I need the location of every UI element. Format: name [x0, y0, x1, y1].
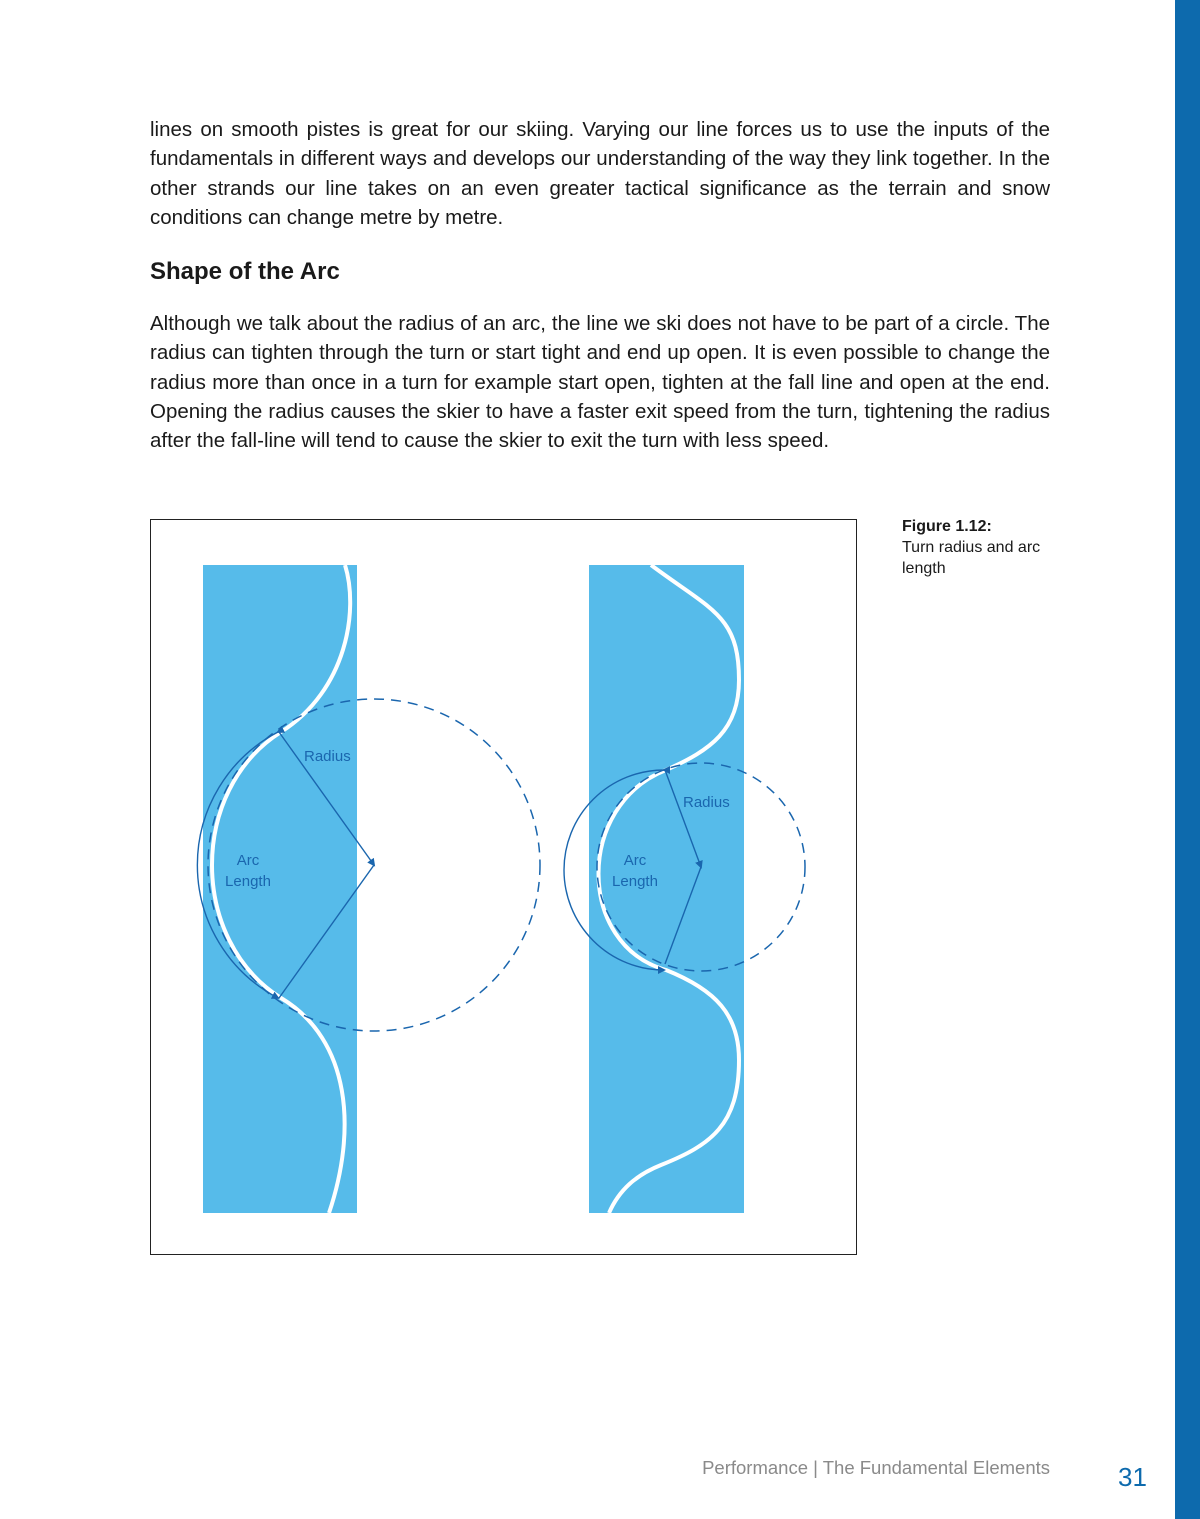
body-paragraph-2: Although we talk about the radius of an arc, the line we ski does not have to be part of a circle. The radius can tighten through the turn or start tight and end up open. It is even possible to change the radius more than once in a turn for example start open, tighten at the fall line and open at the end. Opening the radius causes the skier to have a faster exit speed from the turn, tightening the radius after the fall-line will tend to cause the skier to exit the turn with less speed.: [150, 312, 1050, 453]
figure-caption-text: Turn radius and arc length: [902, 539, 1041, 577]
body-paragraph-1: lines on smooth pistes is great for our skiing. Varying our line forces us to use the inputs of the fundamentals in different ways and develops our understanding of the way they link together. In the other strands our line takes on an even greater tactical significance as the terrain and snow conditions can change metre by metre.: [150, 118, 1050, 229]
right-arc-label-line2: Length: [612, 873, 658, 890]
left-radius-label: Radius: [304, 748, 351, 765]
right-diagram: [564, 565, 805, 1213]
figure-diagram: [151, 520, 858, 1256]
side-color-bar: [1175, 0, 1200, 1519]
running-footer-title: Performance | The Fundamental Elements: [702, 1457, 1050, 1478]
figure-caption-label: Figure 1.12:: [902, 518, 992, 535]
left-arc-label-line1: Arc: [236, 852, 260, 869]
figure-turn-radius: [150, 519, 857, 1255]
right-radius-label: Radius: [683, 794, 730, 811]
left-diagram: [197, 565, 540, 1213]
right-arc-label-line1: Arc: [623, 852, 647, 869]
left-arc-label-line2: Length: [225, 873, 271, 890]
page-number: 31: [1118, 1462, 1147, 1492]
section-heading: Shape of the Arc: [150, 258, 340, 285]
figure-caption: [902, 516, 1072, 579]
